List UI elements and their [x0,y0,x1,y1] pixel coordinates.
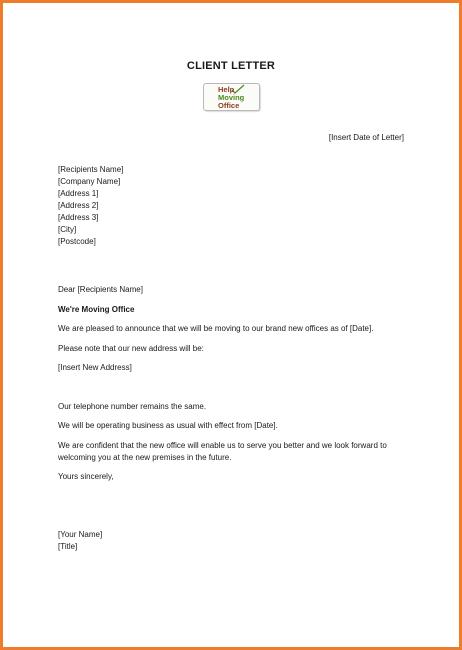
recipient-address-block [58,164,123,248]
recipient-address-3: [Address 3] [58,213,99,222]
salutation: Dear [Recipients Name] [58,285,143,294]
closing: Yours sincerely, [58,472,114,481]
recipient-company: [Company Name] [58,177,121,186]
paragraph-announcement: We are pleased to announce that we will be moving to our brand new offices as of [Date]. [58,324,374,333]
letter-date: [Insert Date of Letter] [328,133,404,142]
logo-word-moving: Moving [218,93,245,102]
paragraph-business: We will be operating business as usual with effect from [Date]. [58,421,278,430]
recipient-postcode: [Postcode] [58,237,96,246]
logo-word-help: Help [218,85,235,94]
logo-wordmark [218,86,244,110]
subject-line: We're Moving Office [58,305,135,314]
recipient-address-1: [Address 1] [58,189,99,198]
recipient-name: [Recipients Name] [58,165,124,174]
company-logo [203,83,260,111]
signature-title: [Title] [58,542,78,551]
new-address-placeholder: [Insert New Address] [58,363,132,372]
paragraph-address-intro: Please note that our new address will be: [58,344,204,353]
logo-word-office: Office [218,101,240,110]
letter-title: CLIENT LETTER [186,60,276,72]
paragraph-telephone: Our telephone number remains the same. [58,402,207,411]
recipient-city: [City] [58,225,77,234]
signature-name: [Your Name] [58,530,103,539]
paragraph-confident-line-1: We are confident that the new office will enable us to serve you better and we look forward to [58,441,387,450]
recipient-address-2: [Address 2] [58,201,99,210]
paragraph-confident-line-2: welcoming you at the new premises in the future. [58,453,232,462]
